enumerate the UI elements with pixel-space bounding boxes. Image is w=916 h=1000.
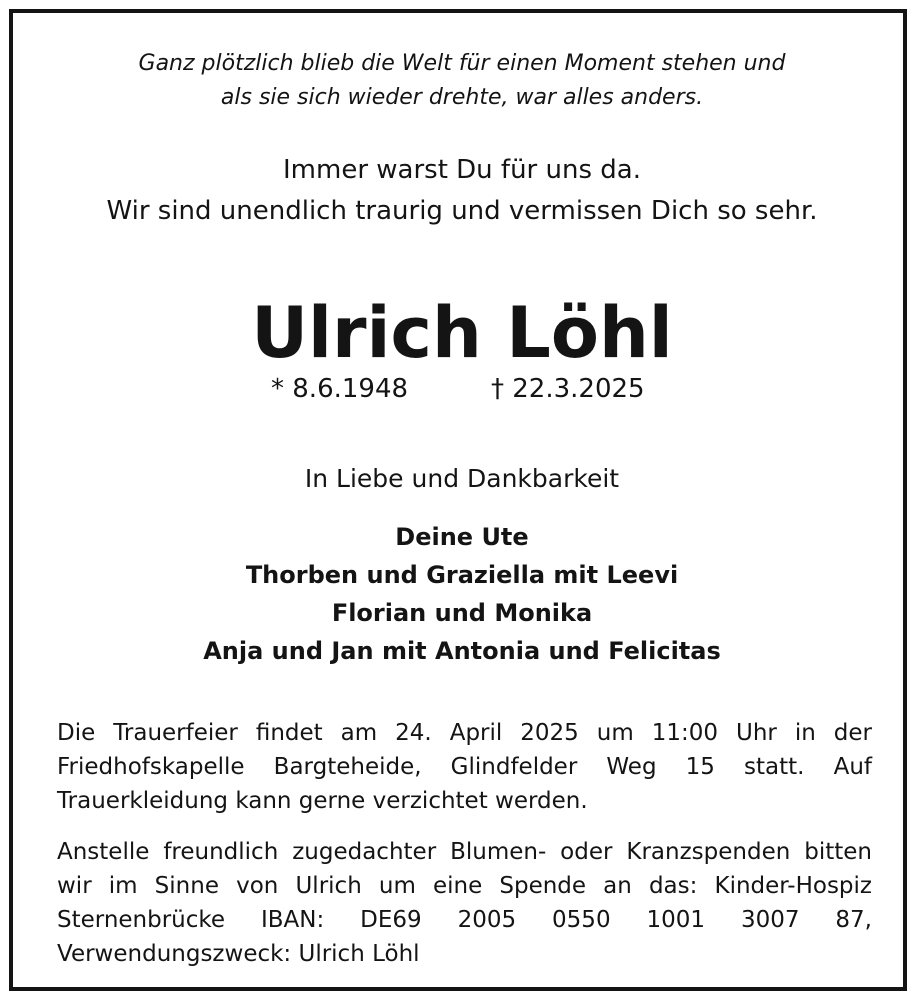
- donation-notice: Anstelle freundlich zugedachter Blumen- oder Kranzspenden bitten wir im Sinne von Ulrich um eine Spende an das: Kinder-Hospiz Sternenbrücke IBAN: DE69 2005 0550 1001 3007 87, Verwendungszweck: Ulrich Löhl: [57, 839, 872, 967]
- verse-text: [13, 150, 911, 232]
- motto-quote: [13, 47, 911, 115]
- deceased-name: Ulrich Löhl: [251, 292, 673, 374]
- verse-line-2: Wir sind unendlich traurig und vermissen Dich so sehr.: [106, 196, 818, 226]
- funeral-notice: Die Trauerfeier findet am 24. April 2025 um 11:00 Uhr in der Friedhofskapelle Bargteheide, Glindfelder Weg 15 statt. Auf Trauerkleidung kann gerne verzichtet werden.: [57, 720, 872, 814]
- family-member: Anja und Jan mit Antonia und Felicitas: [203, 637, 721, 665]
- family-list: [13, 518, 911, 670]
- obituary-frame: [9, 9, 907, 991]
- motto-line-1: Ganz plötzlich blieb die Welt für einen Moment stehen und: [138, 51, 786, 76]
- death-date: † 22.3.2025: [491, 374, 645, 404]
- family-member: Florian und Monika: [331, 599, 593, 627]
- birth-date: * 8.6.1948: [271, 374, 409, 404]
- motto-line-2: als sie sich wieder drehte, war alles anders.: [220, 85, 704, 110]
- family-member: Deine Ute: [395, 523, 529, 551]
- verse-line-1: Immer warst Du für uns da.: [283, 155, 641, 185]
- thanks-line: In Liebe und Dankbarkeit: [304, 464, 620, 493]
- family-member: Thorben und Graziella mit Leevi: [245, 561, 679, 589]
